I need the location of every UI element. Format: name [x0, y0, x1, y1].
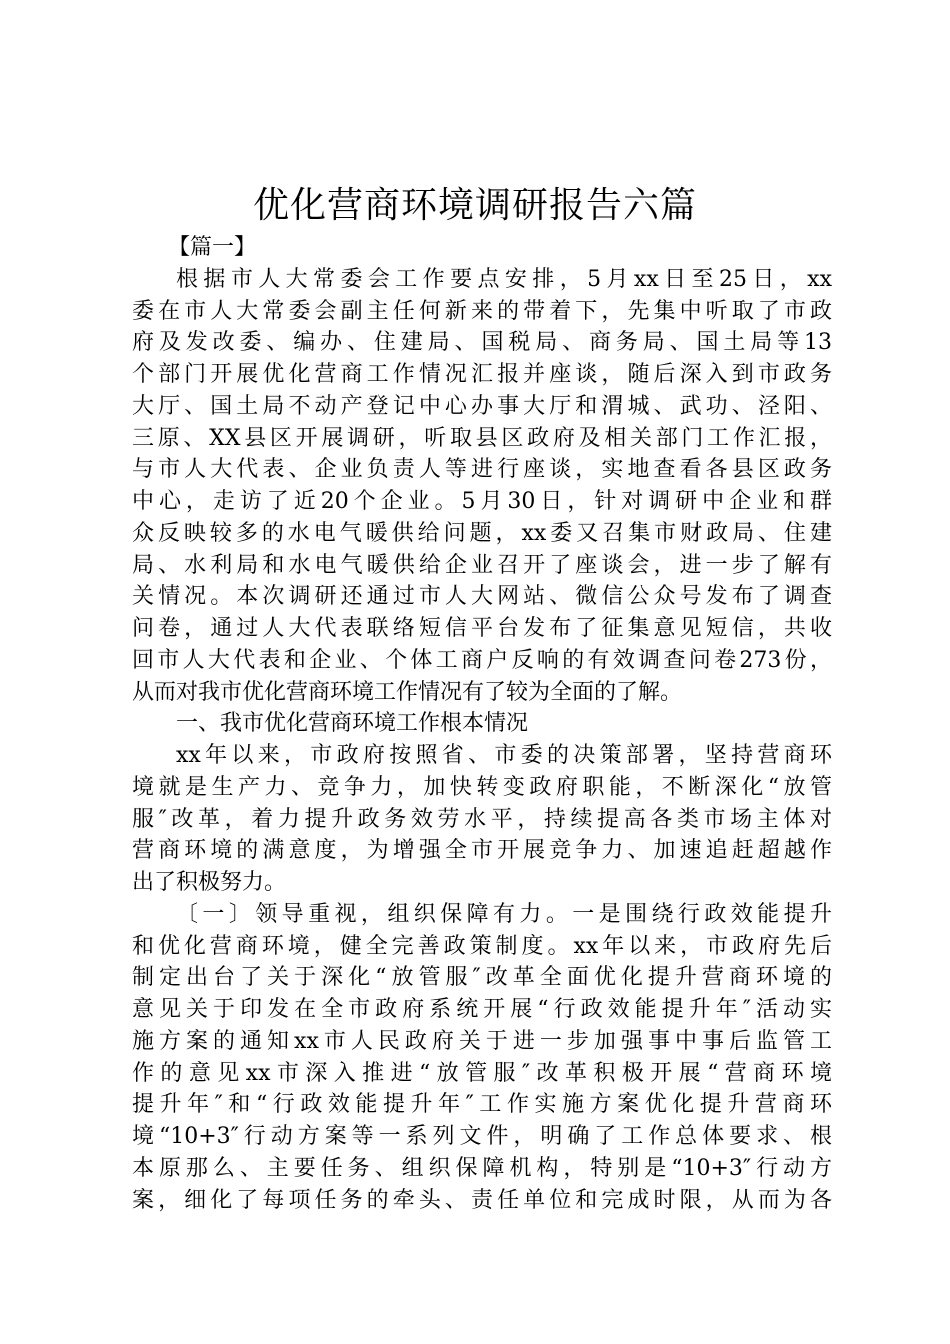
paragraph-line: 大厅、国土局不动产登记中心办事大厅和渭城、武功、泾阳、 — [132, 393, 832, 419]
paragraph-line: 根据市人大常委会工作要点安排，5月xx日至25日，xx — [176, 266, 832, 292]
paragraph-line: 制定出台了关于深化“放管服″改革全面优化提升营商环境的 — [132, 965, 832, 991]
paragraph-line: 服″改革，着力提升政务效劳水平，持续提高各类市场主体对 — [132, 806, 832, 832]
paragraph-line: 境就是生产力、竞争力，加快转变政府职能，不断深化“放管 — [132, 774, 832, 800]
paragraph-line: xx年以来，市政府按照省、市委的决策部署，坚持营商环 — [176, 743, 832, 768]
paragraph-line: 回市人大代表和企业、个体工商户反响的有效调查问卷273份， — [132, 647, 832, 673]
paragraph-line: 〔一〕领导重视，组织保障有力。一是围绕行政效能提升 — [176, 901, 832, 927]
paragraph-line: 个部门开展优化营商工作情况汇报并座谈，随后深入到市政务 — [132, 362, 832, 387]
paragraph-line: 施方案的通知xx市人民政府关于进一步加强事中事后监管工 — [132, 1028, 832, 1054]
paragraph-line: 营商环境的满意度，为增强全市开展竞争力、加速追赶超越作 — [132, 838, 832, 864]
paragraph-3 — [132, 899, 832, 1217]
paragraph-2 — [132, 740, 832, 899]
paragraph-line: 出了积极努力。 — [132, 870, 287, 895]
paragraph-line: 关情况。本次调研还通过市人大网站、微信公众号发布了调查 — [132, 584, 832, 610]
paragraph-line: 和优化营商环境，健全完善政策制度。xx年以来，市政府先后 — [132, 933, 832, 959]
document-body — [132, 232, 832, 1216]
paragraph-line: 中心，走访了近20个企业。5月30日，针对调研中企业和群 — [132, 489, 832, 514]
paragraph-line: 作的意见xx市深入推进“放管服″改革积极开展“营商环境 — [132, 1060, 832, 1086]
paragraph-line: 与市人大代表、企业负责人等进行座谈，实地查看各县区政务 — [132, 457, 832, 483]
paragraph-line: 委在市人大常委会副主任何新来的带着下，先集中听取了市政 — [132, 298, 832, 324]
paragraph-line: 意见关于印发在全市政府系统开展“行政效能提升年″活动实 — [132, 997, 832, 1022]
section-label: 【篇一】 — [168, 235, 257, 260]
paragraph-line: 局、水利局和水电气暖供给企业召开了座谈会，进一步了解有 — [132, 552, 832, 578]
paragraph-line: 众反映较多的水电气暖供给问题，xx委又召集市财政局、住建 — [132, 520, 832, 546]
paragraph-line: 从而对我市优化营商环境工作情况有了较为全面的了解。 — [132, 679, 683, 705]
paragraph-line: 本原那么、主要任务、组织保障机构，特别是“10+3″行动方 — [132, 1155, 832, 1181]
paragraph-line: 境“10+3″行动方案等一系列文件，明确了工作总体要求、根 — [132, 1124, 832, 1149]
paragraph-line: 三原、XX县区开展调研，听取县区政府及相关部门工作汇报， — [132, 425, 832, 451]
paragraph-1 — [132, 264, 832, 709]
section-heading: 一、我市优化营商环境工作根本情况 — [176, 711, 529, 737]
paragraph-line: 问卷，通过人大代表联络短信平台发布了征集意见短信，共收 — [132, 616, 832, 641]
paragraph-line: 府及发改委、编办、住建局、国税局、商务局、国土局等13 — [132, 330, 832, 356]
paragraph-line: 提升年″和“行政效能提升年″工作实施方案优化提升营商环 — [132, 1092, 832, 1118]
document-title: 优化营商环境调研报告六篇 — [252, 185, 697, 226]
paragraph-line: 案，细化了每项任务的牵头、责任单位和完成时限，从而为各 — [132, 1187, 832, 1213]
